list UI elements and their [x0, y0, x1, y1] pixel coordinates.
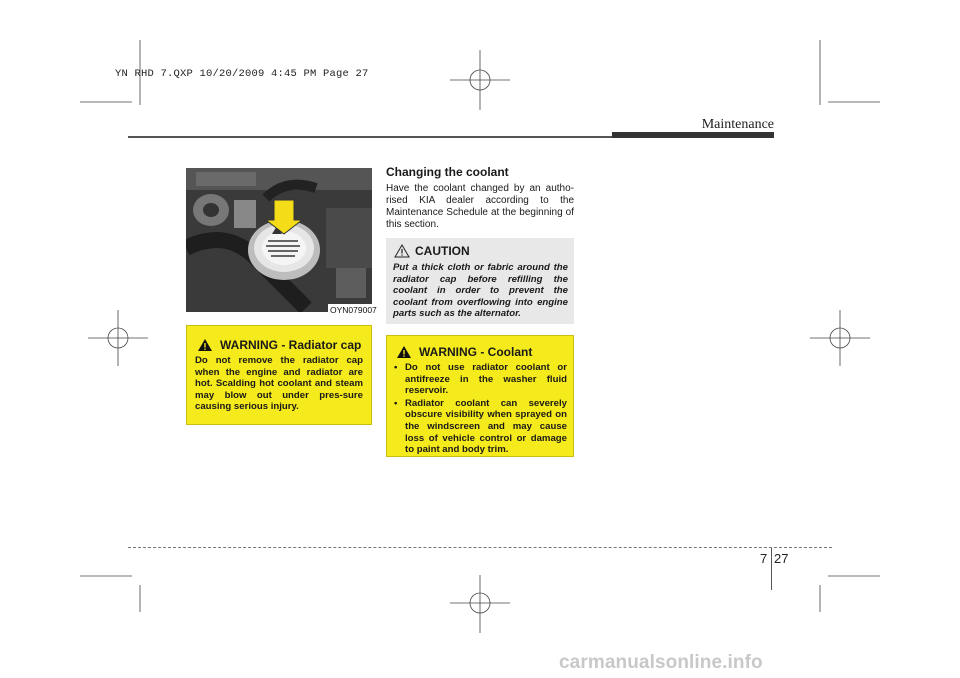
warning-coolant-list	[394, 362, 567, 456]
caution-text: Put a thick cloth or fabric around the radiator cap before refilling the coolant in order to prevent the coolant from overflowing into engine parts such as the alternator.	[393, 262, 568, 320]
list-item: • Radiator coolant can severely obscure visibility when sprayed on the windscreen and may cause loss of vehicle control or damage to paint and body trim.	[394, 397, 567, 456]
page-section-number: 7	[760, 551, 768, 566]
warning-radiator-cap-box	[186, 325, 372, 425]
print-slug: YN RHD 7.QXP 10/20/2009 4:45 PM Page 27	[115, 68, 369, 80]
watermark: carmanualsonline.info	[559, 652, 763, 673]
warning-triangle-icon	[197, 338, 213, 352]
caution-triangle-icon	[394, 244, 410, 258]
page-number-separator	[771, 548, 772, 590]
footer-rule	[128, 547, 832, 548]
page-number: 27	[774, 551, 789, 566]
warning-radiator-text: Do not remove the radiator cap when the engine and radiator are hot. Scalding hot coolant and steam may blow out under pres-sure causing serious injury.	[195, 355, 363, 413]
body-paragraph: Have the coolant changed by an autho-rised KIA dealer according to the Maintenance Schedule at the beginning of this section.	[386, 183, 574, 230]
figure-code: OYN079007	[330, 305, 377, 315]
warning-coolant-title: WARNING - Coolant	[419, 345, 533, 359]
warning-triangle-icon	[396, 345, 412, 359]
section-title: Maintenance	[701, 117, 774, 132]
header-bar	[612, 132, 774, 138]
section-heading: Changing the coolant	[386, 165, 509, 179]
warning-radiator-title: WARNING - Radiator cap	[220, 338, 362, 352]
radiator-cap-illustration	[186, 168, 372, 312]
radiator-cap-figure	[186, 168, 372, 312]
caution-box	[386, 238, 574, 324]
caution-title: CAUTION	[415, 244, 470, 258]
warning-coolant-box	[386, 335, 574, 457]
list-item: • Do not use radiator coolant or antifreeze in the washer fluid reservoir.	[394, 362, 567, 397]
